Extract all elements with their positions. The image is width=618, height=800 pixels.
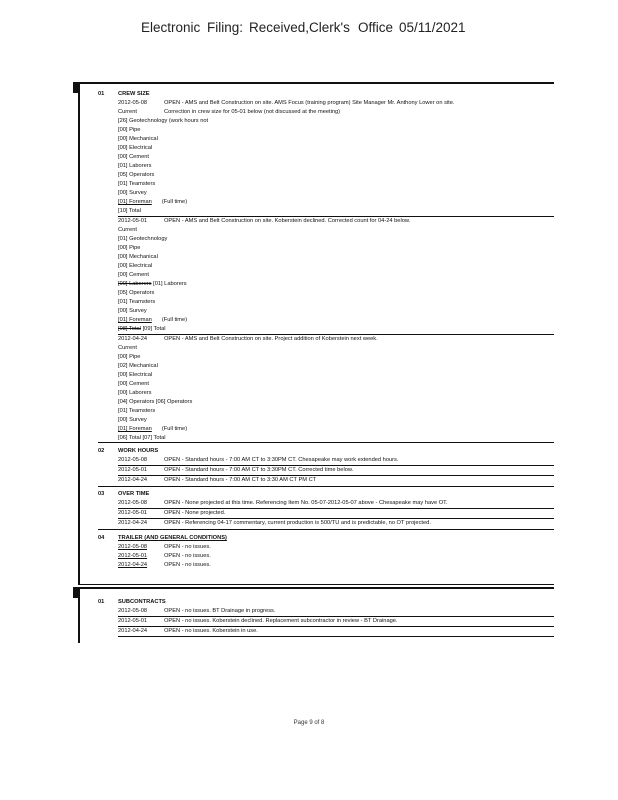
foreman-row <box>118 316 554 325</box>
crew-item: [00] Laborers <box>118 390 152 396</box>
section-number: 03 <box>98 491 105 497</box>
section-work-hours <box>98 447 554 487</box>
crew-item: [00] Mechanical <box>118 254 158 260</box>
section-title: SUBCONTRACTS <box>118 599 166 605</box>
section-number: 04 <box>98 535 105 541</box>
crew-total: [06] Total [07] Total <box>118 435 166 441</box>
fulltime-note: (Full time) <box>161 199 188 205</box>
foreman-label: [01] Foreman <box>118 317 152 323</box>
row-date: 2012-05-01 <box>118 510 148 516</box>
laborers-row <box>118 280 554 289</box>
crew-entry-head <box>118 217 554 226</box>
current-row <box>118 108 554 117</box>
foreman-row <box>118 198 554 207</box>
row-text: OPEN - no issues. BT Drainage in progress. <box>164 608 276 614</box>
current-label: Current <box>118 345 137 351</box>
crew-item: [05] Operators <box>118 172 155 178</box>
crew-item: [00] Survey <box>118 308 147 314</box>
section-number: 01 <box>98 599 105 605</box>
laborers-corrected: [01] Laborers <box>153 281 187 287</box>
row-date: 2012-05-08 <box>118 544 148 550</box>
crew-item: [00] Survey <box>118 190 147 196</box>
total-corrected: [09] Total <box>142 326 166 332</box>
fulltime-note: (Full time) <box>161 426 188 432</box>
row-date: 2012-05-08 <box>118 608 148 614</box>
section-title: OVER TIME <box>118 491 150 497</box>
crew-total: [10] Total <box>118 207 554 217</box>
crew-item: [01] Teamsters <box>118 408 156 414</box>
crew-item: [01] Teamsters <box>118 299 156 305</box>
crew-item: [00] Pipe <box>118 245 141 251</box>
header-office: Office <box>358 20 394 35</box>
page-number: Page 9 of 8 <box>293 720 325 726</box>
row-date: 2012-04-24 <box>118 520 148 526</box>
crew-item: [01] Teamsters <box>118 181 156 187</box>
row-text: OPEN - no issues. <box>164 544 211 550</box>
crew-item: [00] Pipe <box>118 354 141 360</box>
row-text: OPEN - Referencing 04-17 commentary, current production is 500/TU and is predictable, no OT projected. <box>164 520 431 526</box>
row-date: 2012-05-08 <box>118 500 148 506</box>
filing-header <box>0 20 618 38</box>
row-text: OPEN - None projected. <box>164 510 226 516</box>
crew-block <box>78 82 554 585</box>
section-title: WORK HOURS <box>118 448 159 454</box>
row-date: 2012-05-01 <box>118 553 148 559</box>
overtime-row <box>118 519 554 528</box>
total-struck: [08] Total <box>118 326 141 332</box>
block-marker <box>73 82 78 93</box>
crew-item: [00] Cement <box>118 381 149 387</box>
foreman-label: [01] Foreman <box>118 199 152 205</box>
entry-text: OPEN - AMS and Belt Construction on site. AMS Focus (training program) Site Manager Mr. Anthony Lower on site. <box>164 100 455 106</box>
section-title: TRAILER (AND GENERAL CONDITIONS) <box>118 535 227 541</box>
foreman-row <box>118 425 554 434</box>
row-date: 2012-05-01 <box>118 618 148 624</box>
block-marker <box>73 587 78 598</box>
subcontract-row <box>118 607 554 617</box>
row-text: OPEN - None projected at this time. Referencing Item No. 05-07-2012-05-07 above - Chesapeake may have OT. <box>164 500 448 506</box>
crew-item: [05] Operators <box>118 290 155 296</box>
crew-item: [00] Cement <box>118 272 149 278</box>
entry-date: 2012-05-01 <box>118 218 148 224</box>
subcontract-row <box>118 617 554 627</box>
laborers-struck: [00] Laborers <box>118 281 152 287</box>
row-date: 2012-04-24 <box>118 562 148 568</box>
trailer-row <box>118 561 554 570</box>
crew-item: [26] Geotechnology (work hours not <box>118 118 209 124</box>
correction-note: Correction in crew size for 05-01 below (not discussed at the meeting) <box>164 109 341 115</box>
row-date: 2012-04-24 <box>118 628 148 634</box>
crew-item: [00] Electrical <box>118 145 153 151</box>
row-text: OPEN - no issues. Koberstein in use. <box>164 628 258 634</box>
row-date: 2012-05-01 <box>118 467 148 473</box>
header-electronic: Electronic <box>141 20 201 35</box>
current-label: Current <box>118 109 137 115</box>
entry-date: 2012-05-08 <box>118 100 148 106</box>
overtime-row <box>118 509 554 519</box>
subcontract-row <box>118 627 554 637</box>
crew-item: [00] Electrical <box>118 372 153 378</box>
section-crew-size <box>98 90 554 443</box>
crew-item: [00] Mechanical <box>118 136 158 142</box>
trailer-row <box>118 552 554 561</box>
subcontracts-block <box>78 587 554 643</box>
row-text: OPEN - Standard hours - 7:00 AM CT to 3:30PM CT. Chesapeake may work extended hours. <box>164 457 399 463</box>
crew-item: [01] Geotechnology <box>118 236 168 242</box>
foreman-label: [01] Foreman <box>118 426 152 432</box>
hours-row <box>118 456 554 466</box>
row-text: OPEN - no issues. Koberstein declined. Replacement subcontractor in review - BT Drainage. <box>164 618 398 624</box>
row-text: OPEN - no issues. <box>164 562 211 568</box>
crew-item: [00] Cement <box>118 154 149 160</box>
section-number: 02 <box>98 448 105 454</box>
header-received: Received,Clerk's <box>249 20 350 35</box>
overtime-row <box>118 499 554 509</box>
entry-date: 2012-04-24 <box>118 336 148 342</box>
section-title: CREW SIZE <box>118 91 150 97</box>
section-subcontracts <box>98 598 554 637</box>
hours-row <box>118 466 554 476</box>
current-label: Current <box>118 227 137 233</box>
crew-total-row <box>118 325 554 335</box>
crew-item: [00] Electrical <box>118 263 153 269</box>
operators-row: [04] Operators [06] Operators <box>118 399 193 405</box>
row-text: OPEN - Standard hours - 7:00 AM CT to 3:30PM CT. Corrected time below. <box>164 467 354 473</box>
crew-item: [02] Mechanical <box>118 363 158 369</box>
row-text: OPEN - no issues. <box>164 553 211 559</box>
crew-item: [00] Survey <box>118 417 147 423</box>
entry-text: OPEN - AMS and Belt Construction on site. Project addition of Koberstein next week. <box>164 336 378 342</box>
hours-row <box>118 476 554 485</box>
crew-item: [00] Pipe <box>118 127 141 133</box>
header-date: 05/11/2021 <box>399 20 466 35</box>
crew-item: [01] Laborers <box>118 163 152 169</box>
row-date: 2012-04-24 <box>118 477 148 483</box>
fulltime-note: (Full time) <box>161 317 188 323</box>
crew-entry-head <box>118 335 554 344</box>
header-filing: Filing: <box>207 20 244 35</box>
section-number: 01 <box>98 91 105 97</box>
crew-entry-head <box>118 99 554 108</box>
section-over-time <box>98 490 554 530</box>
trailer-row <box>118 543 554 552</box>
row-text: OPEN - Standard hours - 7:00 AM CT to 3:30 AM CT PM CT <box>164 477 317 483</box>
section-trailer <box>98 534 554 574</box>
row-date: 2012-05-08 <box>118 457 148 463</box>
entry-text: OPEN - AMS and Belt Construction on site. Koberstein declined. Corrected count for 04-24 below. <box>164 218 411 224</box>
